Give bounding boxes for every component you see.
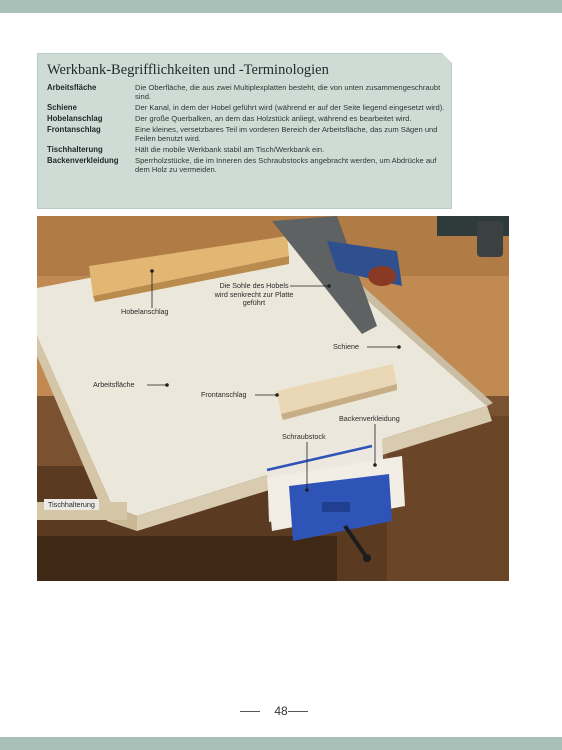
term-row [47,83,447,101]
term-name: Frontanschlag [47,125,101,134]
leader-dot [305,488,309,492]
leader-dot [327,284,331,288]
label-sohle-line: geführt [242,298,266,307]
term-definition: Der große Querbalken, an dem das Holzstück anliegt, während es bearbeitet wird. [135,114,412,123]
term-name: Tischhalterung [47,145,103,154]
bench-shadow [37,536,337,581]
label-sohle-line: wird senkrecht zur Platte [214,289,294,299]
term-name: Arbeitsfläche [47,83,97,92]
term-definition: Der Kanal, in dem der Hobel geführt wird (während er auf der Seite liegend eingesetzt wird). [135,103,445,112]
leader-dot [397,345,401,349]
vise-slot [322,502,350,512]
page-number-rule-right [288,711,308,712]
term-row [47,156,447,174]
label-hobelanschlag: Hobelanschlag [121,307,169,316]
label-arbeitsflaeche: Arbeitsfläche [93,380,135,389]
leader-dot [373,463,377,467]
term-definition: Sperrholzstücke, die im Inneren des Schraubstocks angebracht werden, um Abdrücke auf dem Holz zu vermeiden. [135,156,437,174]
workbench-illustration [37,216,509,581]
leader-dot [275,393,279,397]
term-name: Backenverkleidung [47,156,119,165]
drill-body [477,221,503,257]
label-schiene: Schiene [333,342,359,351]
term-name: Schiene [47,103,77,112]
page-number: 48 [274,704,288,718]
term-name: Hobelanschlag [47,114,103,123]
label-schraubstock: Schraubstock [282,432,326,441]
vise-handle-knob [363,554,371,562]
leader-dot [165,383,169,387]
term-row [47,125,447,143]
term-definition: Hält die mobile Werkbank stabil am Tisch/Werkbank ein. [135,145,325,154]
bottom-band [0,737,562,750]
terminology-box [37,53,452,209]
label-tischhalterung: Tischhalterung [44,499,99,510]
term-row [47,114,447,123]
label-sohle [209,282,299,308]
corner-notch [442,53,452,63]
label-frontanschlag: Frontanschlag [201,390,247,399]
box-title: Werkbank-Begrifflichkeiten und -Terminologien [47,62,329,78]
leader-dot [150,269,154,273]
label-backenverkleidung: Backenverkleidung [339,414,400,423]
terms-list [47,83,447,176]
workbench-photo [37,216,509,581]
hand-plane-handle [368,266,396,286]
term-definition: Eine kleines, versetzbares Teil im vorderen Bereich der Arbeitsfläche, das zum Sägen und Feilen benutzt wird. [135,125,438,143]
top-band [0,0,562,13]
term-definition: Die Oberfläche, die aus zwei Multiplexplatten besteht, die von unten zusammengeschraubt sind. [135,83,441,101]
label-sohle-line: Die Sohle des Hobels [219,281,289,290]
term-row [47,103,447,112]
term-row [47,145,447,154]
